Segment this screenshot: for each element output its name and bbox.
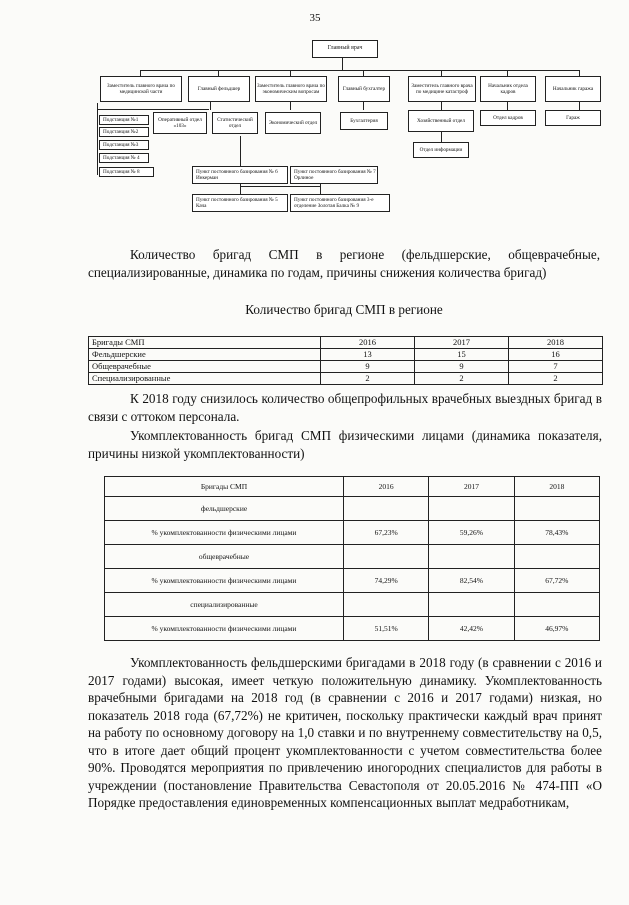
- org-hr: Отдел кадров: [480, 110, 536, 126]
- table-cell: [514, 497, 599, 521]
- org-garage-head: Начальник гаража: [545, 76, 601, 102]
- table-row: [89, 373, 603, 385]
- table-cell: 2: [415, 373, 509, 385]
- brigades-table: [88, 336, 603, 385]
- table-cell: [344, 497, 429, 521]
- table-cell: 9: [415, 361, 509, 373]
- page-number: 35: [309, 12, 321, 24]
- table-cell: [514, 545, 599, 569]
- org-economic: Экономический отдел: [265, 112, 321, 134]
- org-statistical: Статистический отдел: [212, 112, 258, 134]
- table-cell: 67,72%: [514, 569, 599, 593]
- paragraph-staffing-heading: Укомплектованность бригад СМП физическими лицами (динамика показателя, причины низкой укомплектованности): [88, 428, 602, 461]
- staffing-table: [104, 476, 600, 641]
- table-row: [105, 569, 600, 593]
- org-substation-8: Подстанция № 8: [99, 167, 154, 177]
- table-cell: [344, 593, 429, 617]
- table-cell: фельдшерские: [105, 497, 344, 521]
- org-head: Главный врач: [312, 40, 378, 58]
- org-post-7: Пункт постоянного базирования № 7 Орлиное: [290, 166, 378, 184]
- table-cell: общеврачебные: [105, 545, 344, 569]
- table-row: [89, 349, 603, 361]
- org-chief-accountant: Главный бухгалтер: [338, 76, 390, 102]
- table-header-row: [105, 477, 600, 497]
- table-cell: 15: [415, 349, 509, 361]
- table-cell: 78,43%: [514, 521, 599, 545]
- org-chief-paramedic: Главный фельдшер: [188, 76, 250, 102]
- org-accounting: Бухгалтерия: [340, 112, 388, 130]
- table-cell: Фельдшерские: [89, 349, 321, 361]
- table-cell: 2: [509, 373, 603, 385]
- org-info: Отдел информации: [413, 142, 469, 158]
- paragraph-brigades-count: Количество бригад СМП в регионе (фельдшерские, общеврачебные, специализированные, динамика по годам, причины снижения количества бригад): [88, 247, 600, 280]
- table-cell: [429, 545, 514, 569]
- table-cell: 13: [321, 349, 415, 361]
- table-row: [105, 593, 600, 617]
- table-cell: % укомплектованности физическими лицами: [105, 521, 344, 545]
- org-substation-2: Подстанция №2: [99, 127, 149, 137]
- org-substation-3: Подстанция №3: [99, 140, 149, 150]
- table-cell: 2017: [415, 337, 509, 349]
- table-cell: 59,26%: [429, 521, 514, 545]
- org-deputy-economic: Заместитель главного врача по экономическим вопросам: [255, 76, 327, 102]
- table-cell: 67,23%: [344, 521, 429, 545]
- table-cell: 2: [321, 373, 415, 385]
- table-cell: 16: [509, 349, 603, 361]
- table-row: [105, 497, 600, 521]
- table-cell: Бригады СМП: [105, 477, 344, 497]
- table-cell: [514, 593, 599, 617]
- table1-title: Количество бригад СМП в регионе: [245, 302, 443, 317]
- table-cell: 2017: [429, 477, 514, 497]
- table-cell: [429, 497, 514, 521]
- table-cell: [344, 545, 429, 569]
- org-deputy-disaster: Заместитель главного врача по медицине катастроф: [408, 76, 476, 102]
- table-cell: Общеврачебные: [89, 361, 321, 373]
- org-substation-1: Подстанция №1: [99, 115, 149, 125]
- table-cell: 2018: [509, 337, 603, 349]
- table-cell: 2016: [321, 337, 415, 349]
- org-garage: Гараж: [545, 110, 601, 126]
- table-header-row: [89, 337, 603, 349]
- table-row: [105, 617, 600, 641]
- org-economic-dept: Хозяйственный отдел: [408, 110, 474, 132]
- table-cell: 9: [321, 361, 415, 373]
- table-cell: 46,97%: [514, 617, 599, 641]
- table-cell: 7: [509, 361, 603, 373]
- paragraph-decrease: К 2018 году снизилось количество общепрофильных врачебных выездных бригад в связи с оттоком персонала.: [88, 391, 602, 424]
- table-cell: 2018: [514, 477, 599, 497]
- table-cell: Бригады СМП: [89, 337, 321, 349]
- table-cell: 2016: [344, 477, 429, 497]
- table-cell: [429, 593, 514, 617]
- table-row: [105, 545, 600, 569]
- table-cell: % укомплектованности физическими лицами: [105, 617, 344, 641]
- org-post-9: Пункт постоянного базирования 3-е отделение Золотая Балка № 9: [290, 194, 390, 212]
- table-row: [89, 361, 603, 373]
- table-cell: Специализированные: [89, 373, 321, 385]
- paragraph-staffing-analysis: Укомплектованность фельдшерскими бригадами в 2018 году (в сравнении с 2016 и 2017 годами) высокая, имеет четкую положительную динамику. Укомплектованность врачебными бригадами на 2018 год (в сравнении с 2016 и 2017 годами) низкая, но показатель 2018 года (67,72%) не критичен, поскольку практически каждый врач принят на работу по основному договору на 1,0 ставки и по внутреннему совместительству на 0,5, что в итоге дает общий процент укомплектованности с учетом совместительства более 90%. Проводятся мероприятия по привлечению иногородних специалистов для работы в учреждении (постановление Правительства Севастополя от 20.05.2016 № 474-ПП «О Порядке предоставления единовременных компенсационных выплат медработникам,: [88, 655, 602, 810]
- table-row: [105, 521, 600, 545]
- table-cell: 51,51%: [344, 617, 429, 641]
- org-hr-head: Начальник отдела кадров: [480, 76, 536, 102]
- table-cell: % укомплектованности физическими лицами: [105, 569, 344, 593]
- org-post-5: Пункт постоянного базирования № 5 Кача: [192, 194, 288, 212]
- org-post-6: Пункт постоянного базирования № 6 Инкерман: [192, 166, 288, 184]
- org-operational: Оперативный отдел «103»: [153, 112, 207, 134]
- org-deputy-medical: Заместитель главного врача по медицинской части: [100, 76, 182, 102]
- table-cell: 42,42%: [429, 617, 514, 641]
- table-cell: специализированные: [105, 593, 344, 617]
- org-substation-4: Подстанция № 4: [99, 153, 149, 163]
- table-cell: 74,29%: [344, 569, 429, 593]
- table-cell: 82,54%: [429, 569, 514, 593]
